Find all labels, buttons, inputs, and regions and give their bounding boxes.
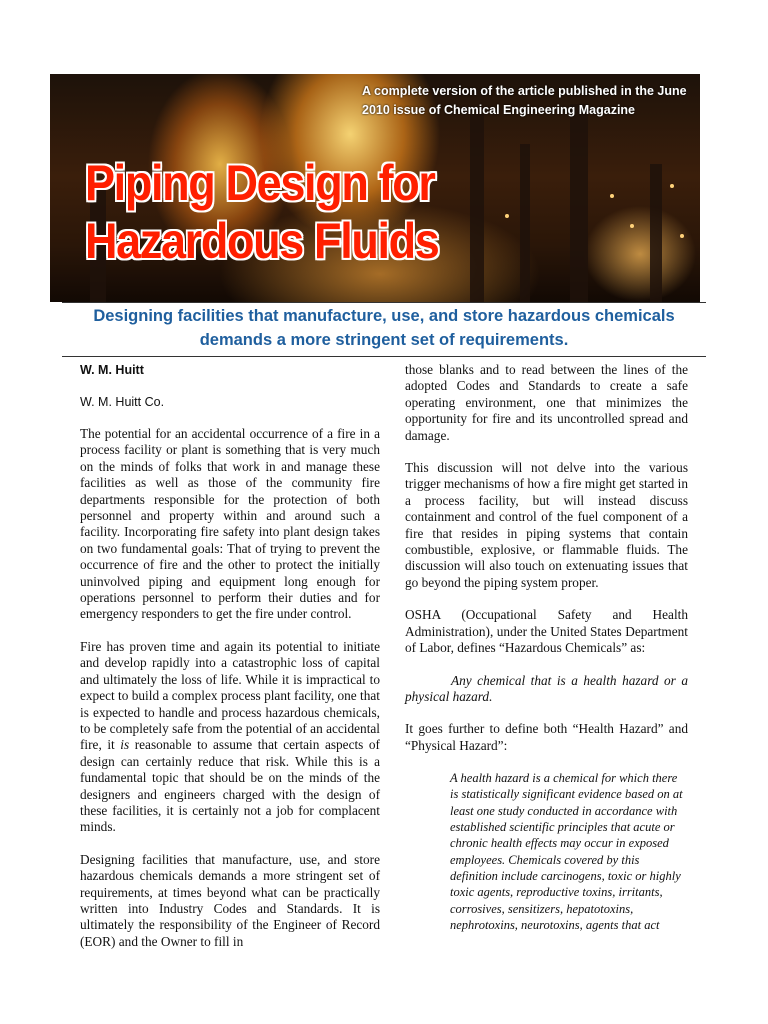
- plant-light: [630, 224, 634, 228]
- left-column: [80, 362, 380, 966]
- refinery-stack: [520, 144, 530, 302]
- plant-light: [610, 194, 614, 198]
- health-hazard-quote: A health hazard is a chemical for which there is statistically significant evidence based on at least one study conducted in accordance with established scientific principles that acute or chronic health effects may occur in exposed employees. Chemicals covered by this definition include carcinogens, toxic or highly toxic agents, reproductive toxins, irritants, corrosives, sensitizers, hepatotoxins, nephrotoxins, neurotoxins, agents that act: [450, 771, 683, 932]
- plant-light: [670, 184, 674, 188]
- right-column: [405, 362, 688, 933]
- header-banner-image: [50, 74, 700, 302]
- article-title-line-1: Piping Design for: [85, 155, 435, 211]
- refinery-stack: [470, 114, 484, 302]
- article-subtitle: Designing facilities that manufacture, use, and store hazardous chemicals demands a more stringent set of requirements.: [93, 307, 675, 349]
- refinery-stack: [570, 104, 588, 302]
- paragraph-text: Fire has proven time and again its potential to initiate and develop rapidly into a catastrophic loss of capital and ultimately the loss of life. While it is impractical to expect to build a complex process plant facility, one that is expected to handle and process hazardous chemicals, to be completely safe from the potential of an accidental fire, it: [80, 638, 380, 753]
- top-rule: [62, 302, 706, 303]
- emphasis-text: is: [120, 737, 130, 753]
- article-title-line-2: Hazardous Fluids: [85, 213, 439, 269]
- paragraph: This discussion will not delve into the various trigger mechanisms of how a fire might get started in a process facility, but will instead discuss containment and control of the fuel component of a fire that resides in piping systems that contain combustible, explosive, or flammable fluids. The discussion will also touch on extenuating issues that go beyond the piping system proper.: [405, 460, 688, 590]
- paragraph: It goes further to define both “Health Hazard” and “Physical Hazard”:: [405, 721, 688, 753]
- paragraph: Designing facilities that manufacture, use, and store hazardous chemicals demands a more stringent set of requirements, at times beyond what can be practically written into Industry Codes and Standards. It is ultimately the responsibility of the Engineer of Record (EOR) and the Owner to fill in: [80, 851, 380, 949]
- paragraph: those blanks and to read between the lines of the adopted Codes and Standards to create a safe operating environment, one that minimizes the opportunity for fire and its uncontrolled spread and damage.: [405, 362, 688, 443]
- paragraph: The potential for an accidental occurrence of a fire in a process facility or plant is something that is very much on the minds of folks that work in and manage these facilities as well as those of the community fire departments responsible for the protection of both personnel and property within and around such a facility. Incorporating fire safety into plant design takes on two fundamental goals: That of trying to prevent the occurrence of fire and the other to protect the initially uninvolved piping and equipment long enough for operations personnel to perform their duties and for emergency responders to get the fire under control.: [80, 426, 380, 622]
- paragraph: OSHA (Occupational Safety and Health Administration), under the United States Department of Labor, defines “Hazardous Chemicals” as:: [405, 607, 688, 656]
- paragraph: [80, 639, 380, 836]
- author-name: W. M. Huitt: [80, 363, 144, 377]
- article-title: [85, 154, 438, 270]
- paragraph-text: reasonable to assume that certain aspects of design can certainly reduce that risk. While this is a fundamental topic that should be on the minds of the designers and engineers charged with the design of these facilities, it is certainly not a job for complacent minds.: [80, 737, 380, 835]
- refinery-stack: [650, 164, 662, 302]
- plant-light: [680, 234, 684, 238]
- bottom-rule: [62, 356, 706, 357]
- publication-note: A complete version of the article published in the June 2010 issue of Chemical Engineering Magazine: [362, 84, 687, 117]
- definition-quote: Any chemical that is a health hazard or a physical hazard.: [405, 672, 688, 704]
- author-company: W. M. Huitt Co.: [80, 395, 165, 409]
- plant-light: [505, 214, 509, 218]
